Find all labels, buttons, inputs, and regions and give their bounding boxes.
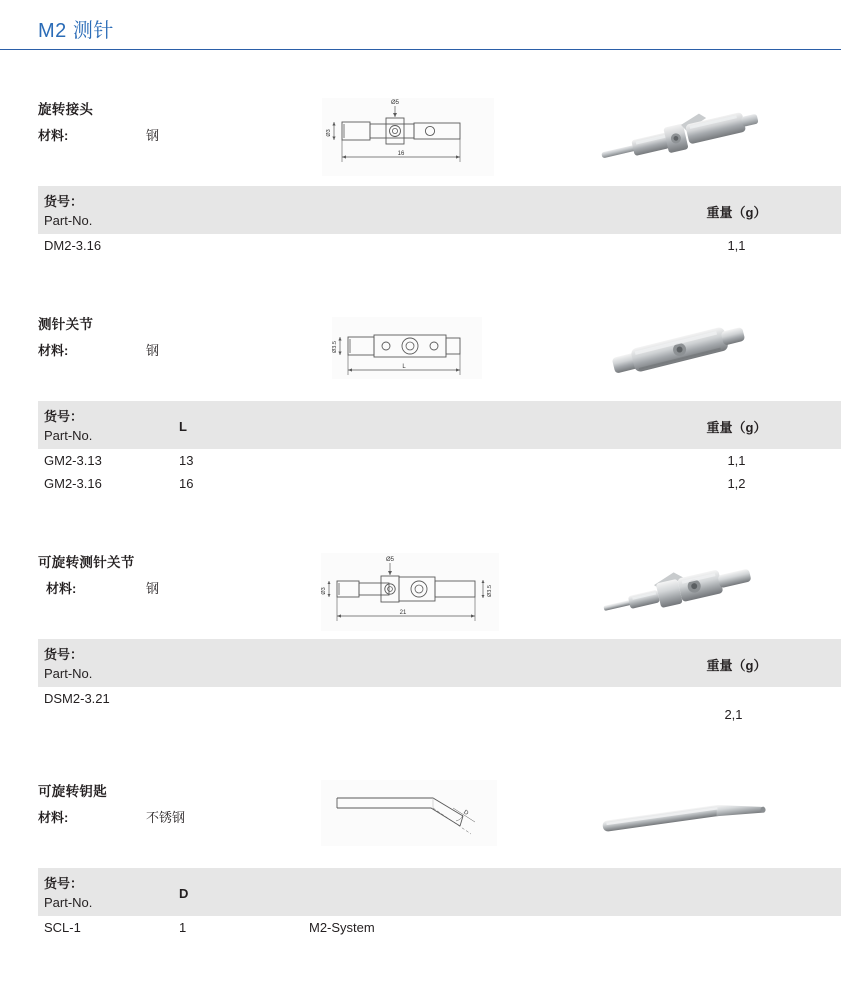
technical-drawing-1 bbox=[293, 94, 523, 178]
part-table-3-body bbox=[38, 687, 841, 724]
cell-mid bbox=[303, 449, 626, 472]
spec-row bbox=[38, 766, 841, 868]
dim-bottom: 21 bbox=[399, 610, 406, 616]
spacer bbox=[0, 50, 863, 84]
dim-left: Ø3 bbox=[326, 129, 332, 137]
header-part-no bbox=[38, 639, 173, 687]
dim-bottom: L bbox=[402, 364, 406, 370]
product-title: 旋转接头 bbox=[38, 102, 94, 117]
header-mid bbox=[303, 401, 626, 449]
header-dim bbox=[173, 186, 303, 234]
table-header-row bbox=[38, 186, 841, 234]
page-header bbox=[0, 0, 841, 50]
drawing-svg bbox=[318, 311, 498, 389]
header-weight-label: 重量（g） bbox=[706, 420, 767, 435]
cell-part-no: GM2-3.13 bbox=[44, 453, 102, 468]
header-weight bbox=[626, 639, 841, 687]
material-value: 钢 bbox=[146, 581, 160, 596]
table-row bbox=[38, 687, 841, 724]
material-value: 钢 bbox=[146, 343, 160, 358]
material-line bbox=[38, 578, 293, 597]
spacer bbox=[0, 257, 863, 299]
technical-drawing-3 bbox=[293, 547, 523, 635]
dim-top: Ø5 bbox=[385, 557, 394, 563]
material-value: 不锈钢 bbox=[146, 810, 186, 825]
header-weight bbox=[626, 186, 841, 234]
table-row bbox=[38, 916, 841, 939]
cell-weight: 1,2 bbox=[727, 476, 746, 491]
header-part-no bbox=[38, 401, 173, 449]
header-part-label: 货号： bbox=[44, 876, 84, 891]
cell-dim bbox=[173, 234, 303, 257]
cell-dim: 13 bbox=[179, 453, 194, 468]
cell-mid bbox=[315, 687, 620, 724]
spec-names bbox=[38, 94, 293, 144]
table-header-row bbox=[38, 401, 841, 449]
cell-part-no: SCL-1 bbox=[44, 920, 81, 935]
cell-part-no: DM2-3.16 bbox=[44, 238, 102, 253]
drawing-svg bbox=[313, 778, 503, 850]
header-weight bbox=[626, 868, 841, 916]
product-block-key bbox=[38, 766, 841, 939]
product-title: 测针关节 bbox=[38, 317, 94, 332]
product-block-stylus-joint bbox=[38, 299, 841, 495]
product-photo-3 bbox=[523, 547, 841, 631]
header-dim bbox=[173, 401, 303, 449]
dim-left: Ø3.5 bbox=[332, 341, 338, 353]
header-part-sub: Part-No. bbox=[44, 895, 93, 910]
spec-row bbox=[38, 84, 841, 186]
table-row bbox=[38, 472, 841, 495]
photo-svg bbox=[592, 98, 772, 178]
material-label: 材料: bbox=[38, 128, 69, 143]
table-row bbox=[38, 449, 841, 472]
header-dim-label: L bbox=[179, 419, 187, 434]
material-label: 材料: bbox=[38, 810, 69, 825]
cell-dim: 1 bbox=[179, 920, 187, 935]
header-part-label: 货号： bbox=[44, 409, 84, 424]
header-weight-label bbox=[626, 889, 841, 896]
product-title: 可旋转钥匙 bbox=[38, 784, 107, 799]
material-value: 钢 bbox=[146, 128, 160, 143]
product-photo-4 bbox=[523, 776, 841, 850]
header-weight bbox=[626, 401, 841, 449]
drawing-svg bbox=[311, 549, 506, 635]
cell-mid bbox=[303, 472, 626, 495]
material-line bbox=[38, 807, 293, 826]
header-mid bbox=[303, 186, 626, 234]
cell-mid: M2-System bbox=[309, 920, 375, 935]
part-table-2 bbox=[38, 401, 841, 495]
cell-weight: 2,1 bbox=[724, 707, 743, 722]
header-part-sub: Part-No. bbox=[44, 666, 93, 681]
product-photo-2 bbox=[523, 309, 841, 389]
dim-angle: D bbox=[462, 809, 470, 817]
product-title: 可旋转测针关节 bbox=[38, 555, 135, 570]
cell-weight: 1,1 bbox=[727, 453, 746, 468]
cell-mid bbox=[303, 234, 626, 257]
spec-names bbox=[38, 776, 293, 826]
technical-drawing-4 bbox=[293, 776, 523, 850]
header-weight-label: 重量（g） bbox=[706, 658, 767, 673]
photo-svg bbox=[592, 780, 772, 850]
photo-svg bbox=[592, 313, 772, 389]
cell-part-no: DSM2-3.21 bbox=[44, 691, 110, 706]
product-block-rotary-joint bbox=[38, 84, 841, 257]
header-dim-label bbox=[173, 207, 303, 214]
material-line bbox=[38, 125, 293, 144]
cell-weight: 1,1 bbox=[727, 238, 746, 253]
technical-drawing-2 bbox=[293, 309, 523, 389]
header-mid bbox=[303, 868, 626, 916]
spacer bbox=[0, 495, 863, 537]
dim-left: Ø3 bbox=[320, 587, 327, 595]
header-part-no bbox=[38, 186, 173, 234]
product-block-rotatable-stylus-joint bbox=[38, 537, 841, 724]
part-table-1 bbox=[38, 186, 841, 257]
material-label: 材料: bbox=[46, 581, 77, 596]
spec-names bbox=[38, 547, 293, 597]
spec-row bbox=[38, 537, 841, 639]
part-table-4 bbox=[38, 868, 841, 939]
dim-right: Ø3.5 bbox=[486, 585, 493, 597]
table-header-row bbox=[38, 639, 841, 687]
header-part-sub: Part-No. bbox=[44, 428, 93, 443]
cell-dim bbox=[179, 687, 315, 724]
spacer bbox=[0, 724, 863, 766]
spec-row bbox=[38, 299, 841, 401]
header-part-no bbox=[38, 868, 173, 916]
spec-names bbox=[38, 309, 293, 359]
header-weight-label: 重量（g） bbox=[706, 205, 767, 220]
page-title: M2 测针 bbox=[38, 20, 114, 42]
photo-svg bbox=[592, 551, 772, 631]
part-table-3 bbox=[38, 639, 841, 687]
header-dim-label: D bbox=[179, 886, 189, 901]
material-label: 材料: bbox=[38, 343, 69, 358]
table-row bbox=[38, 234, 841, 257]
header-part-sub: Part-No. bbox=[44, 213, 93, 228]
cell-dim: 16 bbox=[179, 476, 194, 491]
header-dim bbox=[173, 639, 303, 687]
cell-part-no: GM2-3.16 bbox=[44, 476, 102, 491]
header-dim bbox=[173, 868, 303, 916]
header-mid bbox=[303, 639, 626, 687]
header-part-label: 货号： bbox=[44, 194, 84, 209]
drawing-svg bbox=[318, 96, 498, 178]
product-photo-1 bbox=[523, 94, 841, 178]
material-line bbox=[38, 340, 293, 359]
table-header-row bbox=[38, 868, 841, 916]
dim-top: Ø5 bbox=[390, 100, 400, 106]
dim-bottom: 16 bbox=[397, 151, 405, 157]
cell-weight bbox=[626, 916, 841, 939]
header-part-label: 货号： bbox=[44, 647, 84, 662]
header-dim-label bbox=[173, 660, 303, 667]
